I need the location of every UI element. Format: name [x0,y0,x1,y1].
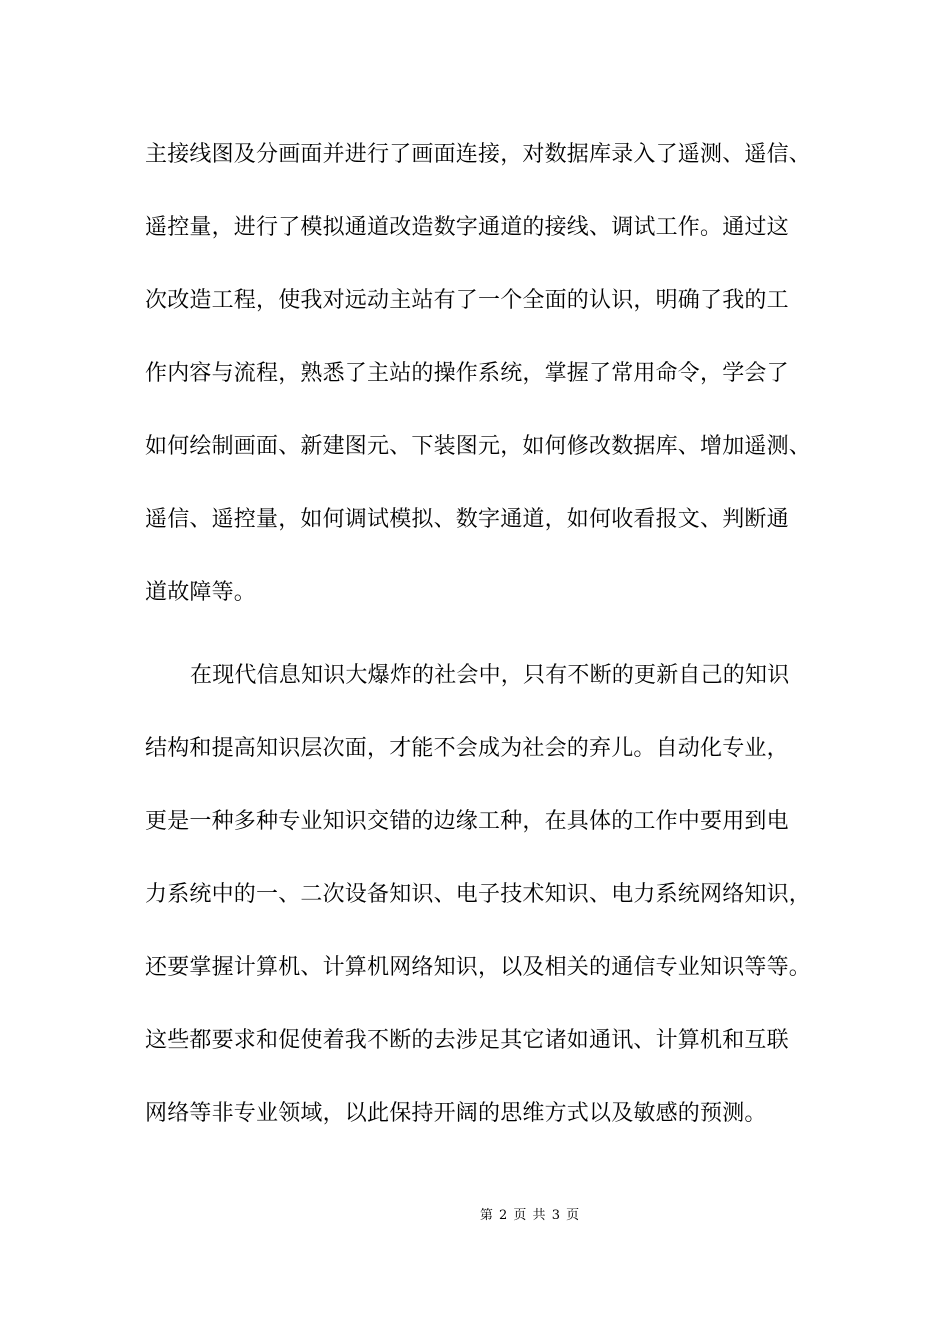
text-line: 次改造工程，使我对远动主站有了一个全面的认识，明确了我的工 [145,288,789,313]
text-line: 更是一种多种专业知识交错的边缘工种，在具体的工作中要用到电 [145,809,789,834]
text-line: 还要掌握计算机、计算机网络知识，以及相关的通信专业知识等等。 [145,955,812,980]
text-line: 这些都要求和促使着我不断的去涉足其它诸如通讯、计算机和互联 [145,1028,789,1053]
text-line: 作内容与流程，熟悉了主站的操作系统，掌握了常用命令，学会了 [145,361,789,386]
text-line: 遥信、遥控量，如何调试模拟、数字通道，如何收看报文、判断通 [145,507,789,532]
text-line: 力系统中的一、二次设备知识、电子技术知识、电力系统网络知识， [145,882,812,907]
text-line: 遥控量，进行了模拟通道改造数字通道的接线、调试工作。通过这 [145,215,789,240]
text-line: 道故障等。 [145,580,257,605]
page-number-footer: 第 2 页 共 3 页 [479,1208,581,1223]
text-line: 网络等非专业领域，以此保持开阔的思维方式以及敏感的预测。 [145,1101,767,1126]
text-line: 在现代信息知识大爆炸的社会中，只有不断的更新自己的知识 [190,663,790,688]
text-line: 主接线图及分画面并进行了画面连接，对数据库录入了遥测、遥信、 [145,142,812,167]
text-line: 结构和提高知识层次面，才能不会成为社会的弃儿。自动化专业， [145,736,789,761]
text-line: 如何绘制画面、新建图元、下装图元，如何修改数据库、增加遥测、 [145,434,812,459]
